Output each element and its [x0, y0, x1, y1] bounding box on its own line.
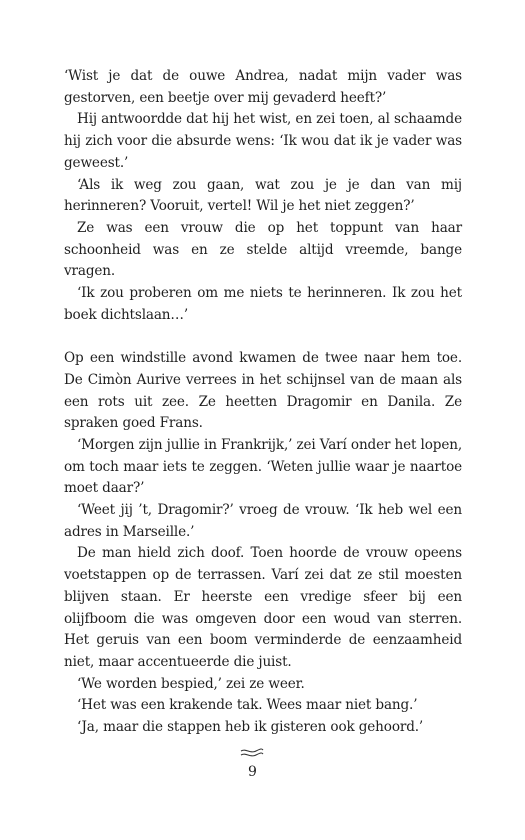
paragraph: Hij antwoordde dat hij het wist, en zei toen, al schaamde hij zich voor die absurde wens: ‘Ik wou dat ik je vader was geweest.’ — [64, 111, 462, 171]
wave-ornament-icon — [240, 744, 264, 756]
paragraph: ‘Morgen zijn jullie in Frankrijk,’ zei Varí onder het lopen, om toch maar iets te zeggen. ‘Weten jullie waar je naartoe moet daar?’ — [64, 436, 462, 497]
paragraph: ‘Weet jij ’t, Dragomir?’ vroeg de vrouw. ‘Ik heb wel een adres in Marseille.’ — [64, 502, 462, 540]
page-number: 9 — [248, 764, 257, 780]
paragraph: ‘Ik zou proberen om me niets te herinneren. Ik zou het boek dichtslaan…’ — [64, 285, 462, 323]
paragraph: De man hield zich doof. Toen hoorde de vrouw opeens voetstappen op de terrassen. Varí zei dat ze stil moesten blijven staan. Er heerste een vredige sfeer bij een olijfboom die was omgeven door een woud van sterren. Het geruis van een boom verminderde de eenzaamheid niet, maar accentueerde die juist. — [64, 545, 462, 670]
paragraph: ‘Ja, maar die stappen heb ik gisteren ook gehoord.’ — [77, 719, 424, 736]
paragraph: ‘Wist je dat de ouwe Andrea, nadat mijn vader was gestorven, een beetje over mij gevaderd heeft?’ — [64, 68, 462, 106]
paragraph: Ze was een vrouw die op het toppunt van haar schoonheid was en ze stelde altijd vreemde, bange vragen. — [64, 219, 462, 280]
paragraph: ‘We worden bespied,’ zei ze weer. — [77, 675, 305, 692]
section-break — [64, 326, 462, 348]
page-body — [64, 66, 462, 739]
paragraph: Op een windstille avond kwamen de twee naar hem toe. De Cimòn Aurive verrees in het schijnsel van de maan als een rots uit zee. Ze heetten Dragomir en Danila. Ze spraken goed Frans. — [64, 350, 462, 432]
paragraph: ‘Het was een krakende tak. Wees maar niet bang.’ — [77, 697, 418, 714]
paragraph: ‘Als ik weg zou gaan, wat zou je je dan van mij herinneren? Vooruit, vertel! Wil je het niet zeggen?’ — [64, 176, 462, 215]
